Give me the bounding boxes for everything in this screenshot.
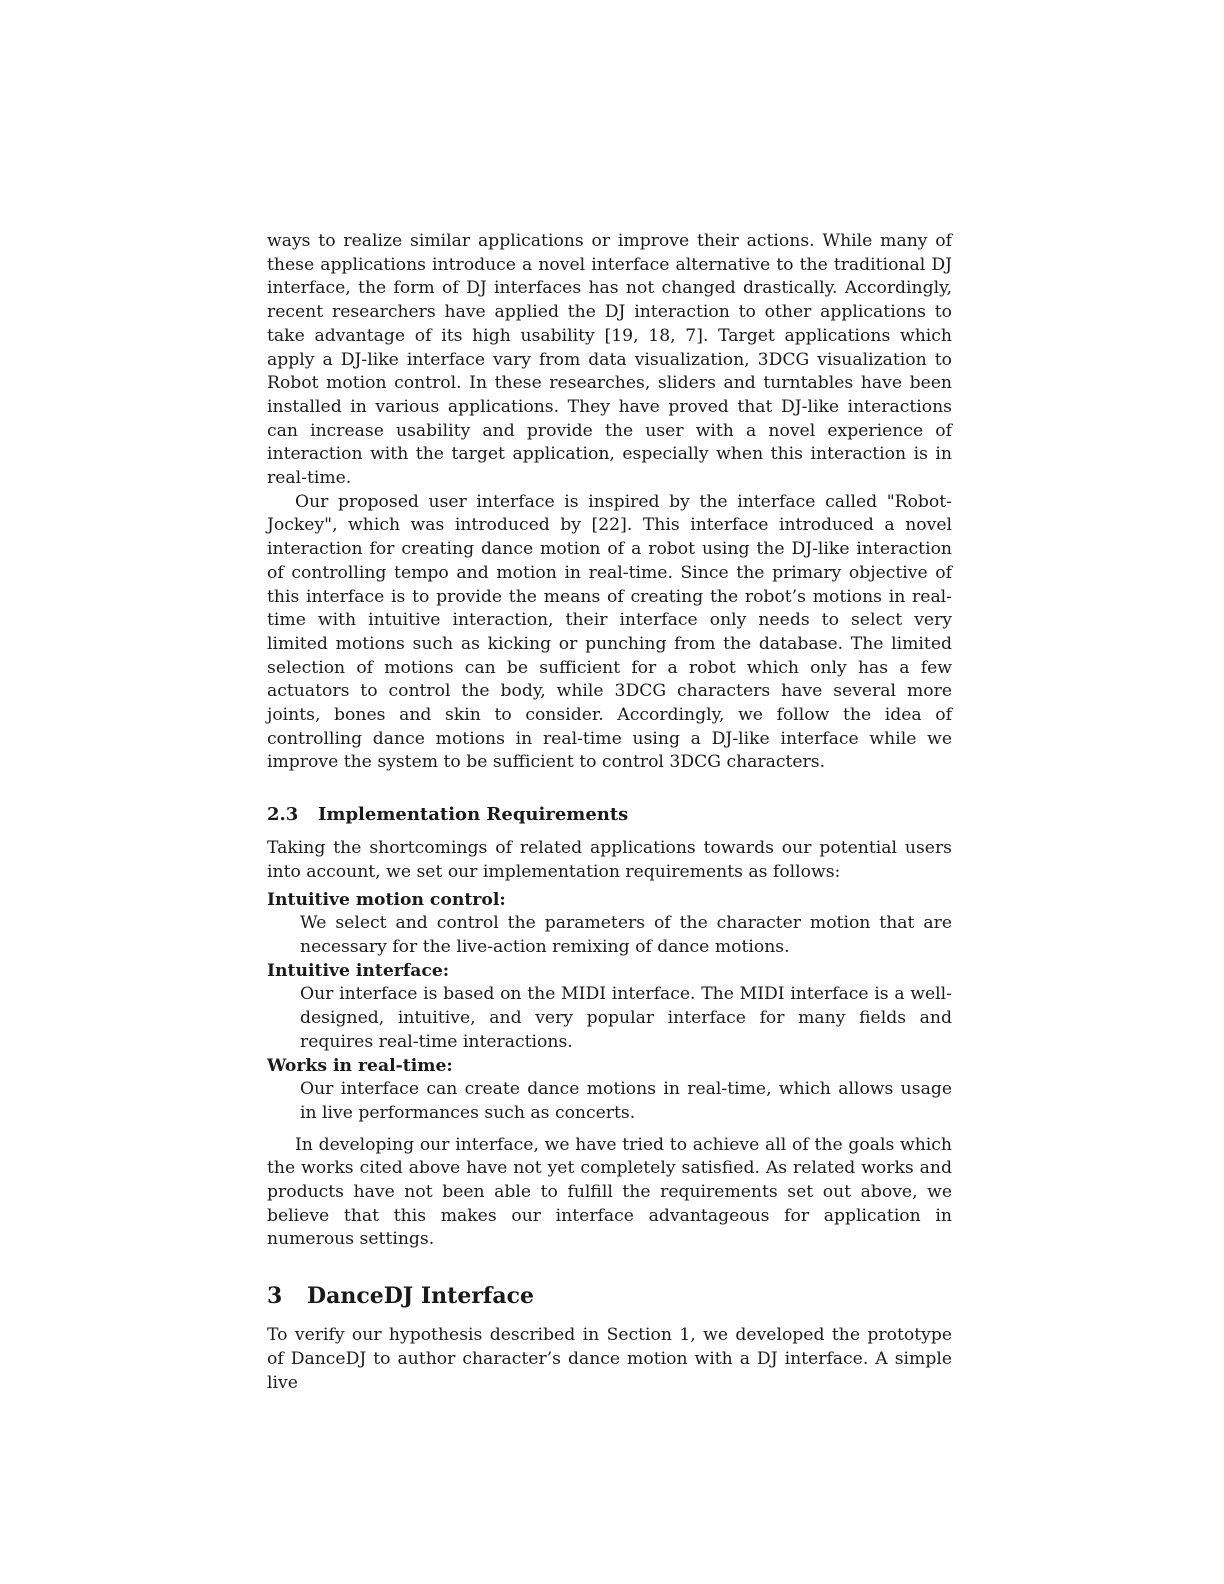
subsection-intro: Taking the shortcomings of related applications towards our potential users into account, we set our implementation requirements as follows:	[267, 838, 952, 882]
requirement-term: Works in real-time:	[267, 1055, 453, 1076]
requirement-term: Intuitive interface:	[267, 960, 450, 981]
requirement-description: Our interface can create dance motions in real-time, which allows usage in live performances such as concerts.	[300, 1079, 952, 1123]
body-paragraph: To verify our hypothesis described in Section 1, we developed the prototype of DanceDJ to author character’s dance motion with a DJ interface. A simple live	[267, 1325, 952, 1393]
subsection-title: Implementation Requirements	[318, 804, 629, 826]
section-title: DanceDJ Interface	[307, 1283, 535, 1310]
requirement-description: Our interface is based on the MIDI interface. The MIDI interface is a well-designed, intuitive, and very popular interface for many fields and requires real-time interactions.	[300, 984, 952, 1052]
paper-page	[267, 230, 952, 1395]
requirement-description: We select and control the parameters of the character motion that are necessary for the live-action remixing of dance motions.	[300, 913, 952, 957]
subsection-number: 2.3	[267, 804, 299, 826]
section-heading	[267, 1282, 952, 1310]
requirements-list	[267, 889, 952, 1126]
subsection-heading	[267, 803, 952, 827]
body-paragraph: Our proposed user interface is inspired by the interface called "Robot-Jockey", which was introduced by [22]. This interface introduced a novel interaction for creating dance motion of a robot using the DJ-like interaction of controlling tempo and motion in real-time. Since the primary objective of this interface is to provide the means of creating the robot’s motions in real-time with intuitive interaction, their interface only needs to select very limited motions such as kicking or punching from the database. The limited selection of motions can be sufficient for a robot which only has a few actuators to control the body, while 3DCG characters have several more joints, bones and skin to consider. Accordingly, we follow the idea of controlling dance motions in real-time using a DJ-like interface while we improve the system to be sufficient to control 3DCG characters.	[267, 491, 952, 773]
requirement-term: Intuitive motion control:	[267, 889, 506, 910]
section-number: 3	[267, 1283, 283, 1310]
body-paragraph: ways to realize similar applications or improve their actions. While many of these applications introduce a novel interface alternative to the traditional DJ interface, the form of DJ interfaces has not changed drastically. Accordingly, recent researchers have applied the DJ interaction to other applications to take advantage of its high usability [19, 18, 7]. Target applications which apply a DJ-like interface vary from data visualization, 3DCG visualization to Robot motion control. In these researches, sliders and turntables have been installed in various applications. They have proved that DJ-like interactions can increase usability and provide the user with a novel experience of interaction with the target application, especially when this interaction is in real-time.	[267, 231, 952, 489]
body-paragraph: In developing our interface, we have tried to achieve all of the goals which the works cited above have not yet completely satisfied. As related works and products have not been able to fulfill the requirements set out above, we believe that this makes our interface advantageous for application in numerous settings.	[267, 1134, 952, 1250]
